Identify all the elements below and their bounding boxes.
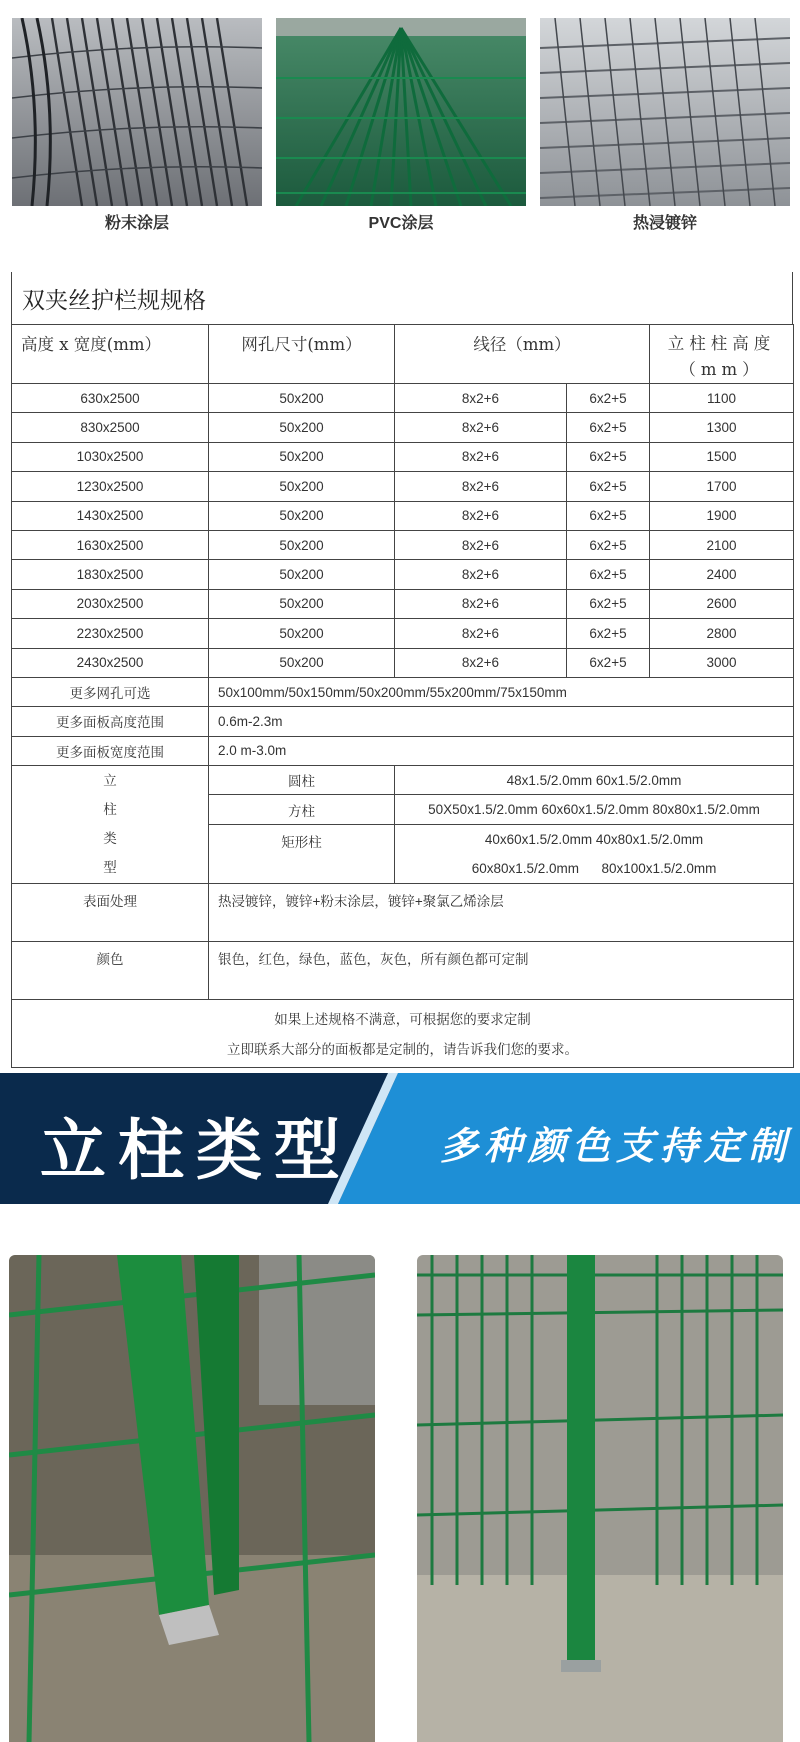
cell-size: 1430x2500 [12,501,209,530]
galvanized-caption: 热浸镀锌 [632,215,697,232]
cell-mesh: 50x200 [209,648,395,677]
cell-wire-b: 6x2+5 [567,442,650,471]
cell-wire-b: 6x2+5 [567,472,650,501]
note-line-2: 立即联系大部分的面板都是定制的，请告诉我们您的要求。 [227,1042,578,1058]
color-label: 颜色 [12,941,209,999]
spec-table [11,324,794,1068]
more-mesh-label: 更多网孔可选 [12,677,209,706]
cell-mesh: 50x200 [209,530,395,559]
table-row [12,560,794,589]
cell-wire-a: 8x2+6 [395,560,567,589]
cell-post: 1700 [650,472,794,501]
more-height-label: 更多面板高度范围 [12,707,209,736]
cell-mesh: 50x200 [209,501,395,530]
cell-post: 2100 [650,530,794,559]
cell-size: 1830x2500 [12,560,209,589]
cell-mesh: 50x200 [209,442,395,471]
post-type-char: 立 [103,773,117,789]
cell-wire-b: 6x2+5 [567,413,650,442]
header-size: 高度 x 宽度(mm） [12,325,209,384]
post-type-char: 类 [103,831,117,847]
cell-size: 1230x2500 [12,472,209,501]
cell-wire-b: 6x2+5 [567,501,650,530]
post-type-char: 型 [103,860,117,876]
cell-post: 1500 [650,442,794,471]
cell-post: 2800 [650,619,794,648]
table-row [12,413,794,442]
table-row [12,384,794,413]
cell-mesh: 50x200 [209,560,395,589]
spec-title: 双夹丝护栏规规格 [11,272,793,324]
cell-wire-a: 8x2+6 [395,619,567,648]
green-fence-installed-photo [417,1255,783,1742]
banner-right-title: 多种颜色支持定制 [440,1124,793,1168]
pvc-coated-fence-photo [276,18,526,206]
surface-label: 表面处理 [12,883,209,941]
color-value: 银色，红色，绿色，蓝色，灰色，所有颜色都可定制 [209,941,794,999]
table-row [12,530,794,559]
cell-size: 830x2500 [12,413,209,442]
cell-mesh: 50x200 [209,619,395,648]
cell-wire-a: 8x2+6 [395,501,567,530]
cell-wire-a: 8x2+6 [395,472,567,501]
round-post-label: 圆柱 [209,766,395,795]
cell-wire-a: 8x2+6 [395,530,567,559]
pvc-coated-caption: PVC涂层 [368,215,434,232]
cell-wire-a: 8x2+6 [395,413,567,442]
spec-header-row [12,325,794,384]
cell-wire-b: 6x2+5 [567,648,650,677]
table-row [12,501,794,530]
green-post-closeup-photo [9,1255,375,1742]
cell-size: 2030x2500 [12,589,209,618]
powder-coated-fence-photo [12,18,262,206]
header-wire: 线径（mm） [395,325,650,384]
post-type-label [12,766,209,884]
cell-wire-b: 6x2+5 [567,589,650,618]
cell-wire-a: 8x2+6 [395,648,567,677]
coating-photo-strip [0,0,800,240]
more-width-label: 更多面板宽度范围 [12,736,209,765]
note-cell [12,999,794,1067]
square-post-value: 50X50x1.5/2.0mm 60x60x1.5/2.0mm 80x80x1.5/2.0mm [395,795,794,824]
cell-post: 3000 [650,648,794,677]
cell-wire-a: 8x2+6 [395,589,567,618]
cell-wire-b: 6x2+5 [567,560,650,589]
table-row [12,442,794,471]
cell-post: 2600 [650,589,794,618]
more-height-value: 0.6m-2.3m [209,707,794,736]
square-post-label: 方柱 [209,795,395,824]
cell-wire-a: 8x2+6 [395,384,567,413]
post-type-banner [0,1073,800,1204]
post-type-round-row [12,766,794,795]
cell-wire-b: 6x2+5 [567,619,650,648]
cell-size: 1630x2500 [12,530,209,559]
rect-post-value-1: 40x60x1.5/2.0mm 40x80x1.5/2.0mm [395,824,794,853]
cell-mesh: 50x200 [209,472,395,501]
cell-post: 1300 [650,413,794,442]
header-post: 立柱柱高度（mm） [650,325,794,384]
header-mesh: 网孔尺寸(mm） [209,325,395,384]
cell-size: 1030x2500 [12,442,209,471]
table-row [12,648,794,677]
rect-post-value-2: 60x80x1.5/2.0mm 80x100x1.5/2.0mm [395,854,794,883]
surface-row [12,883,794,941]
more-mesh-row [12,677,794,706]
galvanized-fence-photo [540,18,790,206]
cell-mesh: 50x200 [209,413,395,442]
note-row [12,999,794,1067]
cell-post: 1100 [650,384,794,413]
cell-post: 2400 [650,560,794,589]
more-mesh-value: 50x100mm/50x150mm/50x200mm/55x200mm/75x150mm [209,677,794,706]
cell-mesh: 50x200 [209,384,395,413]
round-post-value: 48x1.5/2.0mm 60x1.5/2.0mm [395,766,794,795]
note-line-1: 如果上述规格不满意，可根据您的要求定制 [274,1012,531,1028]
surface-value: 热浸镀锌，镀锌+粉末涂层，镀锌+聚氯乙烯涂层 [209,883,794,941]
cell-wire-a: 8x2+6 [395,442,567,471]
post-type-char: 柱 [103,802,117,818]
color-row [12,941,794,999]
cell-post: 1900 [650,501,794,530]
table-row [12,472,794,501]
powder-coated-caption: 粉末涂层 [104,215,169,232]
cell-size: 2430x2500 [12,648,209,677]
table-row [12,589,794,618]
table-row [12,619,794,648]
rect-post-label: 矩形柱 [209,824,395,883]
cell-size: 2230x2500 [12,619,209,648]
cell-mesh: 50x200 [209,589,395,618]
more-height-row [12,707,794,736]
spec-table-section [11,272,793,1068]
cell-size: 630x2500 [12,384,209,413]
more-width-row [12,736,794,765]
cell-wire-b: 6x2+5 [567,384,650,413]
more-width-value: 2.0 m-3.0m [209,736,794,765]
cell-wire-b: 6x2+5 [567,530,650,559]
banner-left-title: 立柱类型 [40,1112,352,1189]
